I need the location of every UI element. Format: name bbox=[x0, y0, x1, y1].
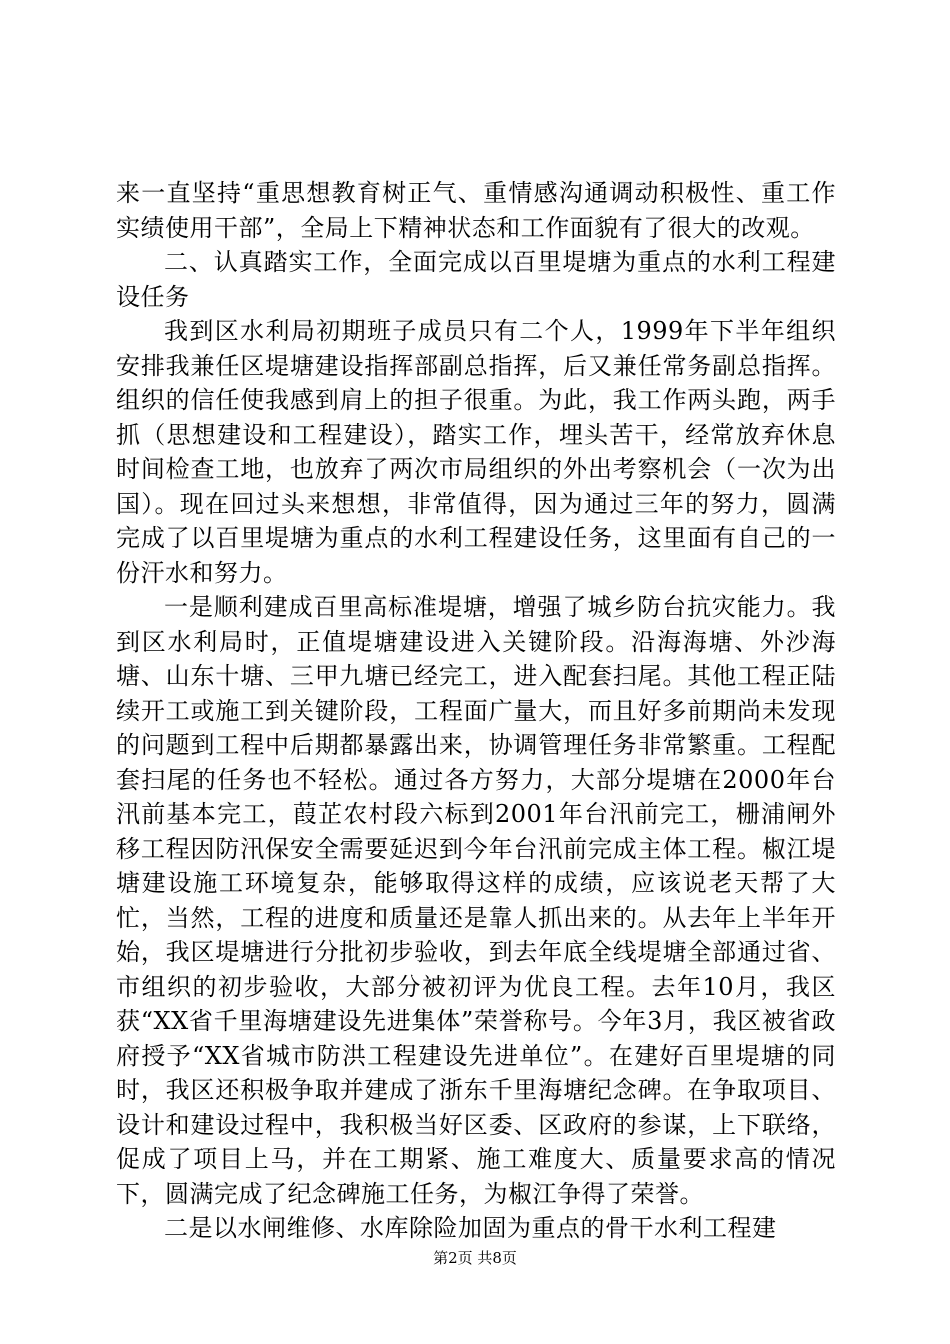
section-heading-2: 二、认真踏实工作，全面完成以百里堤塘为重点的水利工程建设任务 bbox=[116, 248, 836, 311]
paragraph-1: 来一直坚持“重思想教育树正气、重情感沟通调动积极性、重工作实绩使用干部”，全局上下精神状态和工作面貌有了很大的改观。 bbox=[116, 179, 836, 242]
paragraph-3: 我到区水利局初期班子成员只有二个人，1999年下半年组织安排我兼任区堤塘建设指挥部副总指挥，后又兼任常务副总指挥。组织的信任使我感到肩上的担子很重。为此，我工作两头跑，两手抓（思想建设和工程建设），踏实工作，埋头苦干，经常放弃休息时间检查工地，也放弃了两次市局组织的外出考察机会（一次为出国）。现在回过头来想想，非常值得，因为通过三年的努力，圆满完成了以百里堤塘为重点的水利工程建设任务，这里面有自己的一份汗水和努力。 bbox=[116, 317, 836, 587]
page-number-footer: 第2页 共8页 bbox=[433, 1249, 517, 1267]
body-text bbox=[116, 176, 836, 1246]
paragraph-4: 一是顺利建成百里高标准堤塘，增强了城乡防台抗灾能力。我到区水利局时，正值堤塘建设进入关键阶段。沿海海塘、外沙海塘、山东十塘、三甲九塘已经完工，进入配套扫尾。其他工程正陆续开工或施工到关键阶段，工程面广量大，而且好多前期尚未发现的问题到工程中后期都暴露出来，协调管理任务非常繁重。工程配套扫尾的任务也不轻松。通过各方努力，大部分堤塘在2000年台汛前基本完工，葭芷农村段六标到2001年台汛前完工，栅浦闸外移工程因防汛保安全需要延迟到今年台汛前完成主体工程。椒江堤塘建设施工环境复杂，能够取得这样的成绩，应该说老天帮了大忙，当然，工程的进度和质量还是靠人抓出来的。从去年上半年开始，我区堤塘进行分批初步验收，到去年底全线堤塘全部通过省、市组织的初步验收，大部分被初评为优良工程。去年10月，我区获“XX省千里海塘建设先进集体”荣誉称号。今年3月，我区被省政府授予“XX省城市防洪工程建设先进单位”。在建好百里堤塘的同时，我区还积极争取并建成了浙东千里海塘纪念碑。在争取项目、设计和建设过程中，我积极当好区委、区政府的参谋，上下联络，促成了项目上马，并在工期紧、施工难度大、质量要求高的情况下，圆满完成了纪念碑施工任务，为椒江争得了荣誉。 bbox=[116, 593, 836, 1208]
paragraph-5: 二是以水闸维修、水库除险加固为重点的骨干水利工程建 bbox=[164, 1214, 777, 1242]
